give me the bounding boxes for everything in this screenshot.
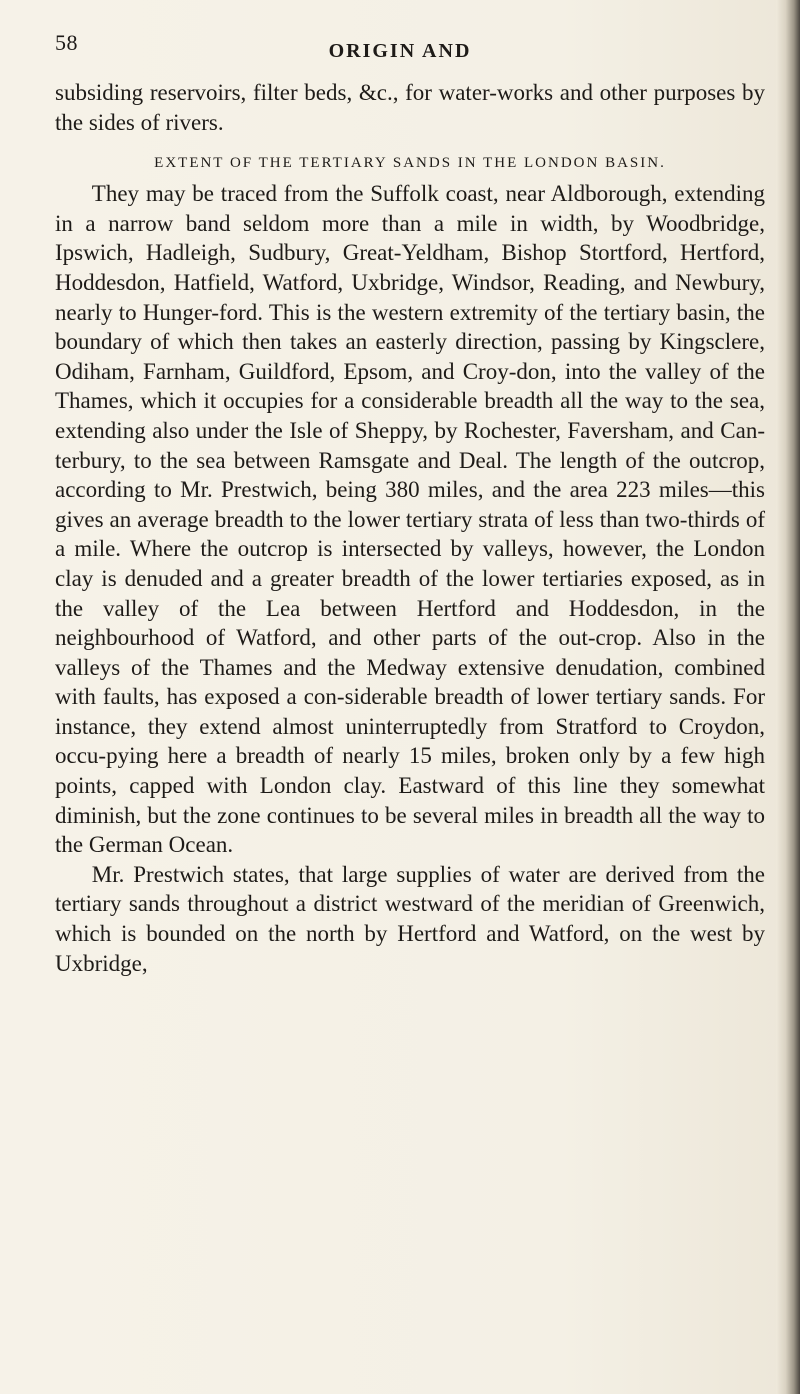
body-text [55,78,765,978]
page-binding-edge [776,0,800,1394]
paragraph-extent: They may be traced from the Suffolk coast, near Aldborough, extending in a narrow band seldom more than a mile in width, by Woodbridge, Ipswich, Hadleigh, Sudbury, Great-Yeldham, Bishop Stortford, Hertford, Hoddesdon, Hatfield, Watford, Uxbridge, Windsor, Reading, and Newbury, nearly to Hunger-ford. This is the western extremity of the tertiary basin, the boundary of which then takes an easterly direction, passing by Kingsclere, Odiham, Farnham, Guildford, Epsom, and Croy-don, into the valley of the Thames, which it occupies for a considerable breadth all the way to the sea, extending also under the Isle of Sheppy, by Rochester, Faversham, and Can-terbury, to the sea between Ramsgate and Deal. The length of the outcrop, according to Mr. Prestwich, being 380 miles, and the area 223 miles—this gives an average breadth to the lower tertiary strata of less than two-thirds of a mile. Where the outcrop is intersected by valleys, however, the London clay is denuded and a greater breadth of the lower tertiaries exposed, as in the valley of the Lea between Hertford and Hoddesdon, in the neighbourhood of Watford, and other parts of the out-crop. Also in the valleys of the Thames and the Medway extensive denudation, combined with faults, has exposed a con-siderable breadth of lower tertiary sands. For instance, they extend almost uninterruptedly from Stratford to Croydon, occu-pying here a breadth of nearly 15 miles, broken only by a few high points, capped with London clay. Eastward of this line they somewhat diminish, but the zone continues to be several miles in breadth all the way to the German Ocean. [55,181,765,858]
section-heading: EXTENT OF THE TERTIARY SANDS IN THE LONDON BASIN. [154,155,666,172]
paragraph-prestwich: Mr. Prestwich states, that large supplies of water are derived from the tertiary sands throughout a district westward of the meridian of Greenwich, which is bounded on the north by Hertford and Watford, on the west by Uxbridge, [55,861,765,976]
page-number: 58 [55,30,78,55]
opening-paragraph: subsiding reservoirs, filter beds, &c., for water-works and other purposes by the sides of rivers. [55,80,765,135]
page-header [55,30,745,70]
running-title: ORIGIN AND [328,40,472,62]
